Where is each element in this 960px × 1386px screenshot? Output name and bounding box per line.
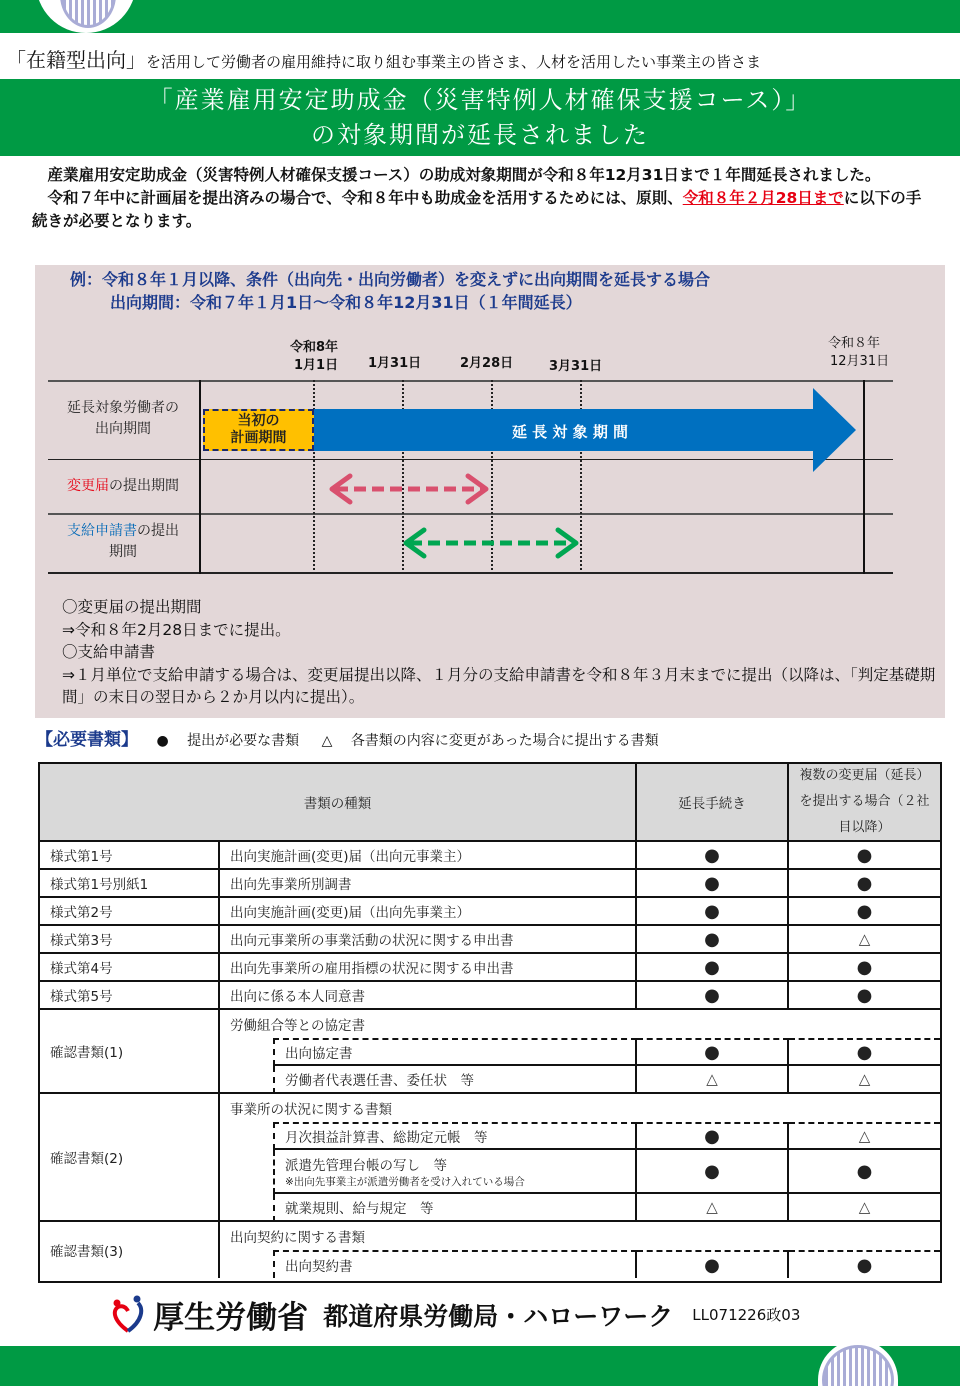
initial-plan-line1: 当初の bbox=[237, 413, 280, 429]
note-claim-heading: 〇支給申請書 bbox=[62, 643, 156, 661]
intro-p2 bbox=[32, 187, 932, 233]
group-item-name-cell bbox=[273, 1194, 637, 1222]
group-item-name-cell bbox=[273, 1250, 637, 1278]
extension-mark-cell: ● bbox=[637, 842, 789, 870]
extension-period-label: 延 長 対 象 期 間 bbox=[511, 423, 629, 441]
extension-mark-cell: ● bbox=[637, 926, 789, 954]
multiple-mark-cell: ● bbox=[789, 982, 940, 1010]
group-item-name-cell bbox=[273, 1122, 637, 1150]
ministry-name: 厚生労働省 bbox=[153, 1300, 309, 1336]
legend-circle-icon: ● bbox=[156, 733, 169, 749]
multiple-mark-cell: ● bbox=[789, 1250, 940, 1278]
row3-label-line2: 期間 bbox=[109, 544, 137, 560]
multiple-mark-cell: △ bbox=[789, 1066, 940, 1094]
group-item-note: ※出向先事業主が派遣労働者を受け入れている場合 bbox=[285, 1175, 525, 1188]
group-item-name: 派遣先管理台帳の写し 等 bbox=[285, 1157, 447, 1174]
timeline-label-divider bbox=[199, 380, 201, 574]
document-name-cell: 出向先事業所別調書 bbox=[220, 870, 637, 898]
logo-red-stroke bbox=[115, 1306, 128, 1331]
required-docs-heading: 【必要書類】 bbox=[36, 730, 138, 750]
extension-mark-cell: ● bbox=[637, 870, 789, 898]
row-label-assignment-period bbox=[48, 398, 198, 440]
timeline-end-line bbox=[863, 380, 865, 574]
multiple-mark-cell: ● bbox=[789, 898, 940, 926]
timeline-end-date: 12月31日 bbox=[830, 354, 890, 369]
row2-label-rest: の提出期間 bbox=[109, 478, 179, 494]
extension-mark-cell: ● bbox=[637, 1250, 789, 1278]
multiple-mark-cell: ● bbox=[789, 1150, 940, 1194]
example-line1: 例：令和８年１月以降、条件（出向先・出向労働者）を変えずに出向期間を延長する場合 bbox=[70, 270, 711, 289]
group-item-name-cell bbox=[273, 1150, 637, 1194]
row1-label-line2: 出向期間 bbox=[95, 421, 151, 437]
ministry-logo-icon bbox=[108, 1295, 148, 1335]
page-title-line2: の対象期間が延長されました bbox=[311, 121, 649, 149]
timeline-gridline-bottom bbox=[48, 572, 893, 574]
timeline-date-jan31: 1月31日 bbox=[368, 356, 422, 371]
document-name-cell: 出向元事業所の事業活動の状況に関する申出書 bbox=[220, 926, 637, 954]
multiple-mark-cell: ● bbox=[789, 1038, 940, 1066]
document-code: LL071226政03 bbox=[692, 1306, 801, 1324]
row-label-claim bbox=[48, 521, 198, 563]
example-line2: 出向期間：令和７年１月1日～令和８年12月31日（１年間延長） bbox=[110, 293, 582, 312]
example-title bbox=[70, 268, 930, 314]
group-item-name: 就業規則、給与規定 等 bbox=[285, 1201, 434, 1217]
multiple-mark-cell: ● bbox=[789, 870, 940, 898]
timeline-date-mar31: 3月31日 bbox=[549, 359, 603, 374]
deadline-highlight: 令和８年２月28日まで bbox=[682, 189, 844, 207]
timeline-notes bbox=[62, 596, 942, 709]
document-name-cell: 出向に係る本人同意書 bbox=[220, 982, 637, 1010]
form-number-cell: 様式第1号別紙1 bbox=[40, 870, 220, 898]
intro-p1: 産業雇用安定助成金（災害特例人材確保支援コース）の助成対象期間が令和８年12月31日まで１年間延長されました。 bbox=[32, 166, 881, 184]
bureau-name: 都道府県労働局・ハローワーク bbox=[323, 1301, 674, 1331]
header-doc-type: 書類の種類 bbox=[40, 764, 637, 842]
confirmation-group-label: 確認書類(2) bbox=[40, 1094, 220, 1222]
row3-label-line1 bbox=[48, 521, 198, 542]
note-change-notice-heading: 〇変更届の提出期間 bbox=[62, 598, 202, 616]
logo-blue-stroke bbox=[128, 1303, 141, 1331]
extension-mark-cell: ● bbox=[637, 1038, 789, 1066]
claim-period-arrow bbox=[400, 526, 580, 560]
timeline-year-label: 令和8年 bbox=[290, 340, 339, 355]
form-number-cell: 様式第1号 bbox=[40, 842, 220, 870]
confirmation-group-label: 確認書類(1) bbox=[40, 1010, 220, 1094]
intro-p2-tail: に以下の手続きが必要となります。 bbox=[32, 189, 922, 230]
footer-logo-line bbox=[108, 1292, 908, 1336]
extension-mark-cell: ● bbox=[637, 1122, 789, 1150]
form-number-cell: 様式第4号 bbox=[40, 954, 220, 982]
extension-mark-cell: ● bbox=[637, 982, 789, 1010]
required-documents-table bbox=[38, 762, 942, 1283]
row3-label-rest: の提出 bbox=[137, 523, 179, 539]
header-extension: 延長手続き bbox=[637, 764, 789, 842]
group-item-name-cell bbox=[273, 1038, 637, 1066]
multiple-mark-cell: △ bbox=[789, 1194, 940, 1222]
timeline-gridline-row2 bbox=[48, 513, 893, 515]
logo-red-head bbox=[114, 1299, 121, 1306]
header-multiple-changes: 複数の変更届（延長）を提出する場合（２社目以降） bbox=[789, 764, 940, 842]
form-number-cell: 様式第3号 bbox=[40, 926, 220, 954]
group-item-name: 労働者代表選任書、委任状 等 bbox=[285, 1073, 474, 1089]
row-label-change-notice bbox=[48, 476, 198, 497]
multiple-mark-cell: △ bbox=[789, 1122, 940, 1150]
document-name-cell: 出向実施計画(変更)届（出向元事業主） bbox=[220, 842, 637, 870]
extension-mark-cell: △ bbox=[637, 1194, 789, 1222]
note-claim-detail: ⇒１月単位で支給申請する場合は、変更届提出以降、１月分の支給申請書を令和８年３月末までに提出（以降は、「判定基礎期間」の末日の翌日から２か月以内に提出）。 bbox=[62, 665, 936, 706]
timeline-end-year: 令和８年 bbox=[828, 336, 881, 351]
form-number-cell: 様式第5号 bbox=[40, 982, 220, 1010]
legend-triangle-icon: △ bbox=[321, 733, 333, 749]
initial-plan-line2: 計画期間 bbox=[230, 430, 287, 446]
legend-triangle-text: 各書類の内容に変更があった場合に提出する書類 bbox=[350, 733, 659, 749]
timeline-date-jan1: 1月1日 bbox=[294, 358, 339, 373]
target-audience-text: を活用して労働者の雇用維持に取り組む事業主の皆さま、人材を活用したい事業主の皆さま bbox=[146, 53, 762, 71]
multiple-mark-cell: ● bbox=[789, 954, 940, 982]
document-name-cell: 出向先事業所の雇用指標の状況に関する申出書 bbox=[220, 954, 637, 982]
group-item-name: 月次損益計算書、総勘定元帳 等 bbox=[285, 1130, 488, 1146]
group-item-name: 出向協定書 bbox=[285, 1046, 353, 1062]
change-notice-period-arrow bbox=[326, 472, 492, 506]
logo-blue-head bbox=[134, 1295, 141, 1302]
group-heading-cell: 労働組合等との協定書 bbox=[230, 1018, 365, 1034]
group-item-name: 出向契約書 bbox=[285, 1259, 353, 1275]
extension-mark-cell: ● bbox=[637, 954, 789, 982]
top-green-band bbox=[0, 0, 960, 33]
claim-term-a: 支給申 bbox=[67, 523, 109, 539]
group-heading-cell: 事業所の状況に関する書類 bbox=[230, 1102, 392, 1118]
timeline-date-feb28: 2月28日 bbox=[460, 356, 514, 371]
multiple-mark-cell: ● bbox=[789, 842, 940, 870]
page-title-line1: 「産業雇用安定助成金（災害特例人材確保支援コース）」 bbox=[148, 86, 812, 114]
change-notice-term: 変更届 bbox=[67, 478, 109, 494]
target-audience-line bbox=[6, 44, 956, 76]
legend-circle-text: 提出が必要な書類 bbox=[187, 733, 300, 749]
initial-plan-period-box bbox=[203, 409, 314, 451]
zaiseki-shukko-label: 「在籍型出向」 bbox=[6, 48, 146, 72]
form-number-cell: 様式第2号 bbox=[40, 898, 220, 926]
intro-paragraph bbox=[32, 164, 932, 233]
multiple-mark-cell: △ bbox=[789, 926, 940, 954]
note-change-notice-deadline: ⇒令和８年2月28日までに提出。 bbox=[62, 620, 291, 639]
extension-mark-cell: ● bbox=[637, 1150, 789, 1194]
timeline-gridline-top bbox=[48, 380, 893, 382]
extension-mark-cell: △ bbox=[637, 1066, 789, 1094]
title-banner bbox=[0, 79, 960, 156]
row1-label-line1: 延長対象労働者の bbox=[67, 400, 179, 416]
intro-p2-text: 令和７年中に計画届を提出済みの場合で、令和８年中も助成金を活用するためには、原則、 bbox=[32, 189, 683, 207]
group-item-name-cell bbox=[273, 1066, 637, 1094]
group-heading-cell: 出向契約に関する書類 bbox=[230, 1230, 365, 1246]
claim-term-b: 請書 bbox=[109, 523, 137, 539]
document-name-cell: 出向実施計画(変更)届（出向先事業主） bbox=[220, 898, 637, 926]
confirmation-group-label: 確認書類(3) bbox=[40, 1222, 220, 1278]
extension-mark-cell: ● bbox=[637, 898, 789, 926]
required-docs-legend bbox=[36, 727, 936, 753]
bottom-green-band bbox=[0, 1346, 960, 1386]
